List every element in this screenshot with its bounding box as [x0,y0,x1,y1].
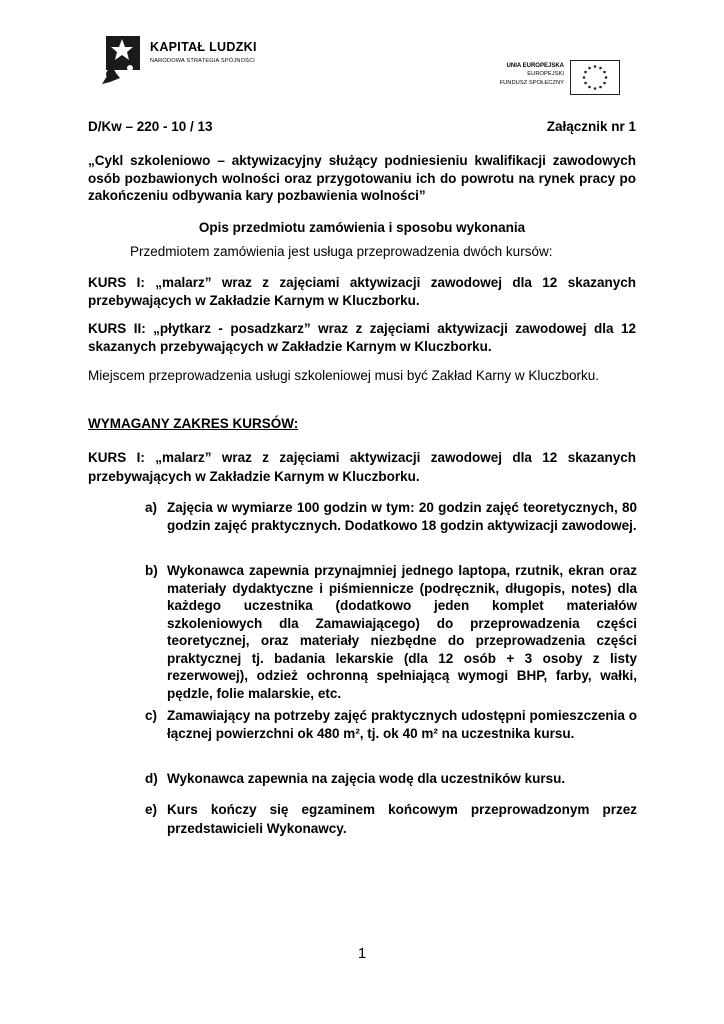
list-marker: c) [145,708,158,723]
project-title: „Cykl szkoleniowo – aktywizacyjny służący podniesieniu kwalifikacji zawodowych osób pozbawionych wolności oraz przygotowaniu ich do powrotu na rynek pracy po zakończeniu odbywania kary pozbawienia wolności” [88,153,636,203]
eu-flag-icon [570,60,620,95]
intro-paragraph: Przedmiotem zamówienia jest usługa przeprowadzenia dwóch kursów: [130,244,553,259]
list-marker: a) [145,500,158,515]
list-item-text: Zajęcia w wymiarze 100 godzin w tym: 20 godzin zajęć teoretycznych, 80 godzin zajęć praktycznych. Dodatkowo 18 godzin aktywizacji zawodowej. [167,500,637,533]
list-item-text: Wykonawca zapewnia na zajęcia wodę dla uczestników kursu. [167,771,566,786]
list-item-d [145,770,637,788]
attachment-label: Załącznik nr 1 [546,119,636,134]
list-marker: d) [145,771,158,786]
course-1-repeat-paragraph: KURS I: „malarz” wraz z zajęciami aktywizacji zawodowej dla 12 skazanych przebywających w Zakładzie Karnym w Kluczborku. [88,450,636,484]
eu-logo [470,58,622,98]
list-marker: e) [145,802,158,817]
page-number: 1 [357,945,367,962]
list-item-b [145,562,637,702]
kapital-ludzki-title: KAPITAŁ LUDZKI [150,40,257,54]
location-paragraph: Miejscem przeprowadzenia usługi szkoleniowej musi być Zakład Karny w Kluczborku. [88,368,599,383]
kapital-ludzki-logo [100,30,280,86]
list-item-text: Kurs kończy się egzaminem końcowym przeprowadzonym przez przedstawicieli Wykonawcy. [167,802,637,836]
eu-text [500,62,564,87]
list-item-e [145,800,637,838]
kapital-ludzki-subtitle: NARODOWA STRATEGIA SPÓJNOŚCI [150,58,256,64]
reference-number: D/Kw – 220 - 10 / 13 [88,119,213,134]
list-marker: b) [145,563,158,578]
course-2-paragraph: KURS II: „płytkarz - posadzkarz” wraz z zajęciami aktywizacji zawodowej dla 12 skazanych przebywających w Zakładzie Karnym w Kluczborku. [88,321,636,354]
eu-line-3: FUNDUSZ SPOŁECZNY [499,79,564,86]
course-1-paragraph: KURS I: „malarz” wraz z zajęciami aktywizacji zawodowej dla 12 skazanych przebywających w Zakładzie Karnym w Kluczborku. [88,275,636,308]
eu-line-2: EUROPEJSKI [527,71,564,78]
reference-row [88,118,636,136]
eu-line-1: UNIA EUROPEJSKA [506,63,564,69]
list-item-text: Wykonawca zapewnia przynajmniej jednego laptopa, rzutnik, ekran oraz materiały dydaktyczne i piśmiennicze (podręcznik, długopis, notes) dla każdego uczestnika (dodatkowo jeden komplet materiałów szkoleniowych dla Zamawiającego) do przeprowadzenia części teoretycznej, oraz materiały niezbędne do przeprowadzenia części praktycznej tj. badania lekarskie (dla 12 osób + 3 osoby z listy rezerwowej), odzież ochronną spełniającą wymogi BHP, farby, wałki, pędzle, folie malarskie, etc. [167,563,637,701]
list-item-text: Zamawiający na potrzeby zajęć praktycznych udostępni pomieszczenia o łącznej powierzchni ok 480 m², tj. ok 40 m² na uczestnika kursu. [167,708,637,741]
kapital-ludzki-emblem-icon [100,30,144,86]
list-item-c [145,707,637,742]
scope-heading: WYMAGANY ZAKRES KURSÓW: [88,416,299,431]
list-item-a [145,499,637,534]
section-heading: Opis przedmiotu zamówienia i sposobu wykonania [198,220,526,235]
